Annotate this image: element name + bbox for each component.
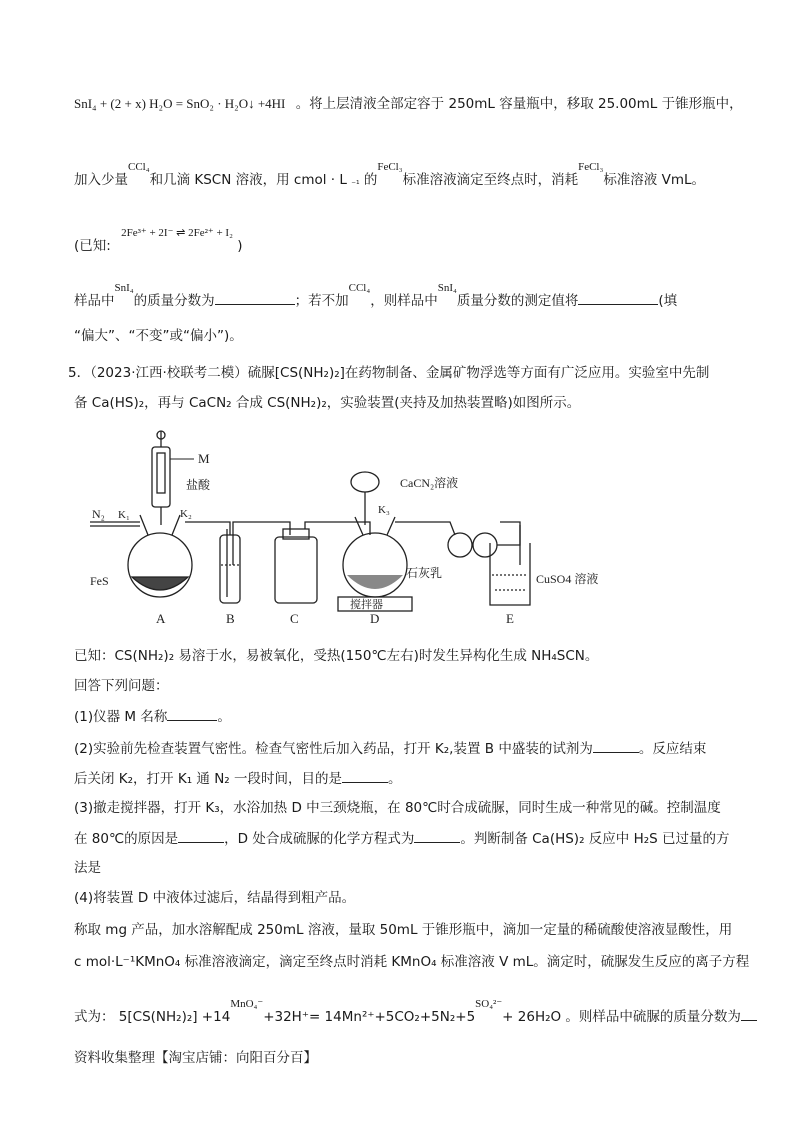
label-k3: K₃	[378, 504, 390, 516]
label-m: M	[198, 451, 210, 466]
label-a: A	[156, 611, 166, 625]
formula-sni4: SnI₄	[114, 282, 134, 294]
part-4-line-3: c mol·L⁻¹KMnO₄ 标准溶液滴定，滴定至终点时消耗 KMnO₄ 标准溶液 V mL。滴定时，硫脲发生反应的离子方程	[74, 954, 750, 970]
part-3-line-1: (3)撤走搅拌器，打开 K₃，水浴加热 D 中三颈烧瓶，在 80℃时合成硫脲，同时生成一种常见的碱。控制温度	[74, 800, 721, 816]
answer-blank[interactable]	[741, 1006, 757, 1021]
text-segment: 标准溶液滴定至终点时，消耗	[402, 172, 579, 188]
part-4-line-1: (4)将装置 D 中液体过滤后，结晶得到粗产品。	[74, 890, 356, 906]
formula-fecl3: FeCl₃	[578, 161, 604, 173]
label-cacn2: CaCN₂溶液	[400, 476, 459, 490]
question-5-line-1: 5．（2023·江西·校联考二模）硫脲[CS(NH₂)₂]在药物制备、金属矿物浮选等方面有广泛应用。实验室中先制	[68, 365, 710, 381]
text-line-1	[74, 94, 743, 114]
superscript-mark: ⁻¹	[351, 180, 360, 190]
part-4-line-4	[74, 998, 757, 1028]
question-5-line-2: 备 Ca(HS)₂，再与 CaCN₂ 合成 CS(NH₂)₂，实验装置(夹持及加热装置略)如图所示。	[74, 395, 581, 411]
text-segment: )	[237, 238, 243, 254]
footer: 资料收集整理【淘宝店铺：向阳百分百】	[74, 1050, 317, 1066]
part-3-line-3: 法是	[74, 860, 101, 876]
label-fes: FeS	[90, 574, 109, 588]
answer-blank[interactable]	[215, 290, 295, 305]
text-segment: 后关闭 K₂，打开 K₁ 通 N₂ 一段时间，目的是	[74, 771, 342, 787]
answer-blank[interactable]	[593, 738, 639, 753]
formula-sni4: SnI₄	[437, 282, 457, 294]
part-1	[74, 706, 231, 727]
text-segment: (2)实验前先检查装置气密性。检查气密性后加入药品，打开 K₂,装置 B 中盛装的试剂为	[74, 741, 593, 757]
text-segment: 的质量分数为	[133, 293, 215, 309]
answer-intro: 回答下列问题：	[74, 678, 169, 694]
answer-blank[interactable]	[167, 706, 217, 721]
text-line-4	[74, 282, 678, 312]
text-segment: 。将上层清液全部定容于 250mL 容量瓶中，移取 25.00mL 于锥形瓶中，	[295, 96, 743, 112]
answer-blank[interactable]	[578, 290, 658, 305]
formula-ccl4: CCl₄	[128, 161, 150, 173]
label-k1: K₁	[118, 509, 130, 521]
text-segment: 质量分数的测定值将	[456, 293, 579, 309]
known-info: 已知：CS(NH₂)₂ 易溶于水，易被氧化，受热(150℃左右)时发生异构化生成 NH₄SCN。	[74, 648, 599, 664]
part-4-line-2: 称取 mg 产品，加水溶解配成 250mL 溶液，量取 50mL 于锥形瓶中，滴加一定量的稀硫酸使溶液显酸性，用	[74, 922, 733, 938]
text-segment: 在 80℃的原因是	[74, 831, 179, 847]
part-2-line-2	[74, 768, 402, 789]
label-stirrer: 搅拌器	[350, 599, 383, 611]
label-n2: N₂	[92, 507, 105, 521]
formula-ccl4: CCl₄	[348, 282, 371, 294]
text-line-2	[74, 161, 706, 192]
text-segment: +32H⁺= 14Mn²⁺+5CO₂+5N₂+5	[263, 1009, 476, 1025]
answer-blank[interactable]	[178, 828, 224, 843]
label-b: B	[226, 611, 235, 625]
formula-mno4: MnO₄⁻	[230, 998, 264, 1010]
label-cuso4: CuSO4 溶液	[536, 572, 599, 586]
text-segment: (已知:	[74, 238, 111, 254]
text-segment: 样品中	[74, 293, 115, 309]
label-hcl: 盐酸	[186, 478, 211, 492]
text-segment: ，D 处合成硫脲的化学方程式为	[224, 831, 415, 847]
formula-so4: SO₄²⁻	[475, 998, 503, 1010]
text-segment: 标准溶液 VmL。	[603, 172, 706, 188]
label-lime: 石灰乳	[406, 566, 443, 580]
text-segment: 加入少量	[74, 172, 128, 188]
label-c: C	[290, 611, 299, 625]
text-segment: + 26H₂O 。则样品中硫脲的质量分数为	[502, 1009, 741, 1025]
text-segment: 式为： 5[CS(NH₂)₂] +14	[74, 1009, 231, 1025]
text-segment: (1)仪器 M 名称	[74, 709, 168, 725]
label-e: E	[506, 611, 514, 625]
text-segment: 。判断制备 Ca(HS)₂ 反应中 H₂S 已过量的方	[460, 831, 730, 847]
part-3-line-2	[74, 828, 730, 849]
answer-blank[interactable]	[342, 768, 388, 783]
text-line-5: “偏大”、“不变”或“偏小”)。	[74, 328, 243, 344]
label-k2: K₂	[180, 508, 192, 520]
apparatus-diagram	[80, 425, 640, 625]
text-segment: 。	[388, 771, 402, 787]
text-segment: ，则样品中	[370, 293, 438, 309]
hydrolysis-equation: SnI₄ + (2 + x) H₂O = SnO₂ · H₂O↓ +4HI	[74, 96, 286, 111]
part-2-line-1	[74, 738, 706, 759]
answer-blank[interactable]	[414, 828, 460, 843]
known-equation: 2Fe³⁺ + 2I⁻ ⇌ 2Fe²⁺ + I₂	[121, 227, 233, 239]
label-d: D	[370, 611, 380, 625]
text-segment: (填	[658, 293, 678, 309]
formula-fecl3: FeCl₃	[377, 161, 403, 173]
text-segment: 的	[363, 172, 378, 188]
text-segment: 和几滴 KSCN 溶液，用 cmol · L	[149, 172, 347, 188]
text-segment: 。反应结束	[638, 741, 707, 757]
text-segment: ；若不加	[294, 293, 349, 309]
text-segment: 。	[217, 709, 231, 725]
